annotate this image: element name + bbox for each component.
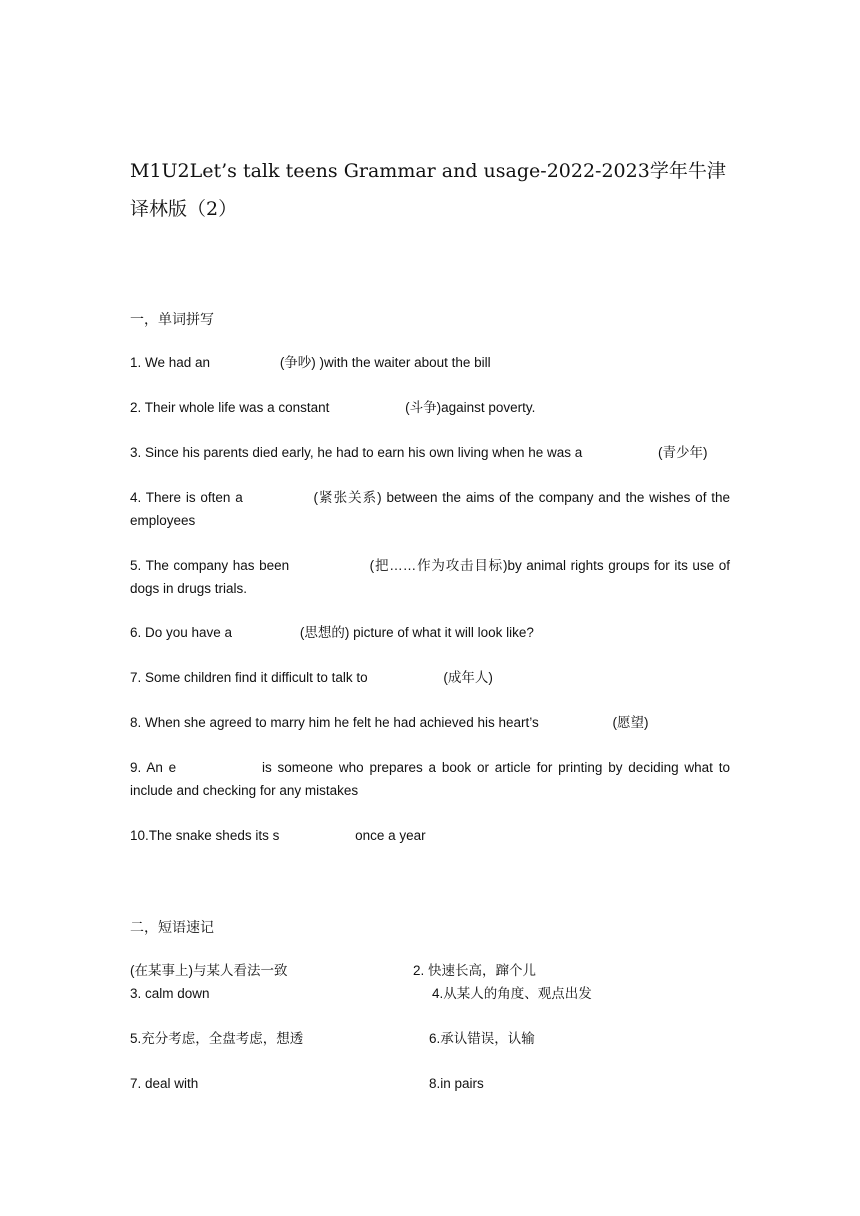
question-1 xyxy=(130,352,730,375)
question-hint: (紧张关系) between the aims of the company and the wishes of the employees xyxy=(130,490,730,528)
phrase-item-7: 7. deal with xyxy=(130,1076,199,1091)
section-heading-phrases: 二，短语速记 xyxy=(130,920,214,936)
phrase-item-4: 4.从某人的角度、观点出发 xyxy=(432,986,592,1001)
question-3 xyxy=(130,442,730,465)
section-heading-spelling: 一，单词拼写 xyxy=(130,312,214,328)
page-title: M1U2Let’s talk teens Grammar and usage-2022-2023学年牛津译林版（2） xyxy=(130,160,726,220)
question-text: 8. When she agreed to marry him he felt he had achieved his heart’s xyxy=(130,715,543,730)
question-hint: (思想的) picture of what it will look like? xyxy=(299,625,534,640)
question-10 xyxy=(130,825,730,848)
question-9 xyxy=(130,757,730,802)
phrase-item-1: (在某事上)与某人看法一致 xyxy=(130,963,288,978)
phrase-item-5: 5.充分考虑，全盘考虑，想透 xyxy=(130,1031,304,1046)
question-hint: (争吵) )with the waiter about the bill xyxy=(279,355,491,370)
question-text: 5. The company has been xyxy=(130,558,294,573)
question-5 xyxy=(130,555,730,600)
question-hint: (斗争)against poverty. xyxy=(405,400,536,415)
phrase-item-3: 3. calm down xyxy=(130,986,210,1001)
question-text: 9. An e xyxy=(130,760,182,775)
question-text: 7. Some children find it difficult to talk to xyxy=(130,670,372,685)
question-hint: is someone who prepares a book or article for printing by deciding what to include and checking for any mistakes xyxy=(130,760,730,798)
question-text: 4. There is often a xyxy=(130,490,248,505)
question-hint: (成年人) xyxy=(443,670,493,685)
question-text: 3. Since his parents died early, he had to earn his own living when he was a xyxy=(130,445,587,460)
question-2 xyxy=(130,397,730,420)
question-text: 6. Do you have a xyxy=(130,625,236,640)
question-text: 1. We had an xyxy=(130,355,214,370)
question-text: 2. Their whole life was a constant xyxy=(130,400,334,415)
question-hint: (愿望) xyxy=(612,715,649,730)
question-text: 10.The snake sheds its s xyxy=(130,828,284,843)
question-hint: (把……作为攻击目标)by animal rights groups for its use of dogs in drugs trials. xyxy=(130,558,731,596)
phrase-item-2: 2. 快速长高，蹿个儿 xyxy=(413,963,537,978)
question-hint: (青少年) xyxy=(658,445,708,460)
question-6 xyxy=(130,622,730,645)
question-8 xyxy=(130,712,730,735)
phrase-item-8: 8.in pairs xyxy=(429,1076,484,1091)
question-4 xyxy=(130,487,730,532)
phrase-item-6: 6.承认错误，认输 xyxy=(429,1031,535,1046)
question-hint: once a year xyxy=(355,828,426,843)
question-7 xyxy=(130,667,730,690)
